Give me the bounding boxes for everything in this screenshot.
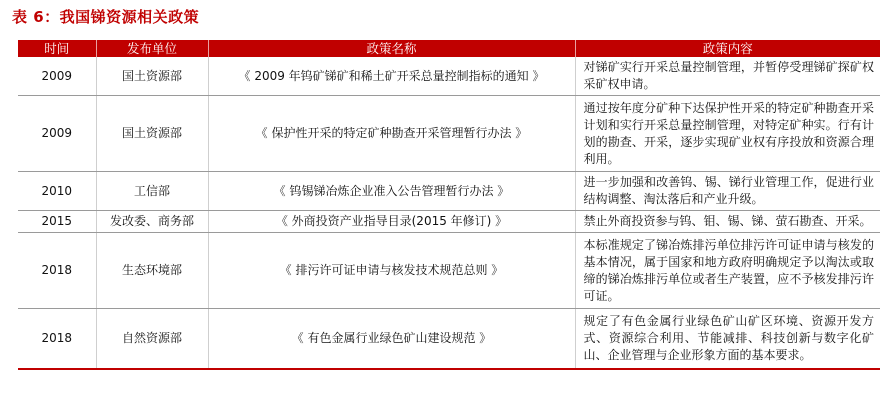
cell-issuer: 国土资源部 bbox=[96, 96, 208, 172]
cell-policy-content: 进一步加强和改善钨、锡、锑行业管理工作，促进行业结构调整、淘汰落后和产业升级。 bbox=[575, 172, 880, 211]
cell-year: 2010 bbox=[18, 172, 96, 211]
policy-table bbox=[18, 40, 880, 370]
header-policy-content: 政策内容 bbox=[575, 40, 880, 57]
header-row bbox=[18, 40, 880, 57]
cell-year: 2009 bbox=[18, 96, 96, 172]
cell-year: 2009 bbox=[18, 57, 96, 96]
cell-issuer: 发改委、商务部 bbox=[96, 211, 208, 233]
cell-policy-content: 规定了有色金属行业绿色矿山矿区环境、资源开发方式、资源综合利用、节能减排、科技创新与数字化矿山、企业管理与企业形象方面的基本要求。 bbox=[575, 309, 880, 369]
cell-issuer: 生态环境部 bbox=[96, 233, 208, 309]
header-policy-name: 政策名称 bbox=[208, 40, 575, 57]
table-body bbox=[18, 57, 880, 369]
cell-policy-name: 《 排污许可证申请与核发技术规范总则 》 bbox=[208, 233, 575, 309]
cell-year: 2018 bbox=[18, 309, 96, 369]
cell-issuer: 国土资源部 bbox=[96, 57, 208, 96]
cell-year: 2015 bbox=[18, 211, 96, 233]
cell-policy-content: 本标准规定了锑冶炼排污单位排污许可证申请与核发的基本情况，属于国家和地方政府明确规定予以淘汰或取缔的锑冶炼排污单位或者生产装置，应不予核发排污许可证。 bbox=[575, 233, 880, 309]
cell-year: 2018 bbox=[18, 233, 96, 309]
header-issuer: 发布单位 bbox=[96, 40, 208, 57]
table-header bbox=[18, 40, 880, 57]
cell-policy-name: 《 钨锡锑冶炼企业准入公告管理暂行办法 》 bbox=[208, 172, 575, 211]
cell-policy-content: 禁止外商投资参与钨、钼、锡、锑、萤石勘查、开采。 bbox=[575, 211, 880, 233]
cell-issuer: 自然资源部 bbox=[96, 309, 208, 369]
cell-policy-name: 《 外商投资产业指导目录(2015 年修订) 》 bbox=[208, 211, 575, 233]
table-row bbox=[18, 57, 880, 96]
cell-policy-content: 通过按年度分矿种下达保护性开采的特定矿种勘查开采计划和实行开采总量控制管理，对特定矿种实。行有计划的勘查、开采，逐步实现矿业权有序投放和资源合理利用。 bbox=[575, 96, 880, 172]
cell-policy-name: 《 有色金属行业绿色矿山建设规范 》 bbox=[208, 309, 575, 369]
cell-policy-name: 《 2009 年钨矿锑矿和稀土矿开采总量控制指标的通知 》 bbox=[208, 57, 575, 96]
cell-issuer: 工信部 bbox=[96, 172, 208, 211]
table-row bbox=[18, 211, 880, 233]
cell-policy-content: 对锑矿实行开采总量控制管理，并暂停受理锑矿探矿权采矿权申请。 bbox=[575, 57, 880, 96]
cell-policy-name: 《 保护性开采的特定矿种勘查开采管理暂行办法 》 bbox=[208, 96, 575, 172]
table-row bbox=[18, 172, 880, 211]
table-title: 表 6：我国锑资源相关政策 bbox=[12, 8, 200, 26]
header-year: 时间 bbox=[18, 40, 96, 57]
table-row bbox=[18, 309, 880, 369]
table-row bbox=[18, 96, 880, 172]
table-row bbox=[18, 233, 880, 309]
